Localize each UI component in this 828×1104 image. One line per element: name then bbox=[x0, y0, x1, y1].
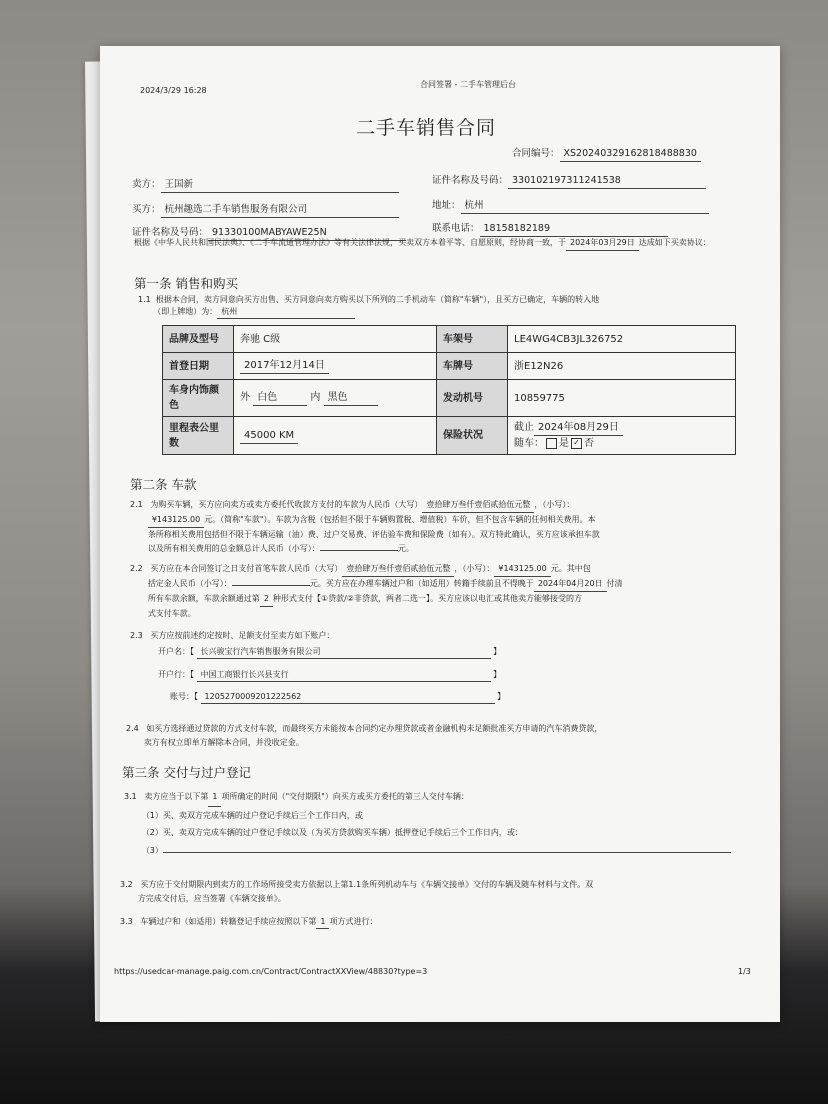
intro-text: 根据《中华人民共和国民法典》、《二手车流通管理办法》等有关法律法规，买卖双方本着平等、自愿原则，经协商一致，于 bbox=[134, 238, 566, 247]
mileage-label: 里程表公里数 bbox=[163, 417, 234, 455]
amount-cn: 壹拾肆万叁仟壹佰贰拾伍元整 bbox=[422, 498, 534, 513]
seller-id-label: 证件名称及号码： bbox=[432, 175, 509, 186]
engine-value: 10859775 bbox=[508, 380, 736, 417]
buyer-address-value: 杭州 bbox=[461, 199, 709, 214]
register-place: 杭州 bbox=[217, 306, 355, 319]
table-row bbox=[163, 326, 736, 353]
seller-id-value: 330102197311241538 bbox=[508, 174, 706, 189]
vehicle-info-table bbox=[162, 325, 736, 455]
clause-text: 车辆过户和（如适用）转籍登记手续应按照以下第 bbox=[140, 917, 317, 926]
seller-label: 卖方： bbox=[132, 179, 161, 190]
buyer-value: 杭州趣选二手车销售服务有限公司 bbox=[161, 203, 399, 218]
color-cell bbox=[234, 380, 437, 417]
clause-text: 付清 bbox=[606, 579, 623, 588]
insurance-cell bbox=[508, 417, 736, 455]
clause-text: 种形式支付【①贷款/②非贷款，两者二选一】。买方应该以电汇或其他卖方能够接受的方 bbox=[272, 594, 582, 603]
table-row bbox=[163, 417, 736, 455]
amount-num: ¥143125.00 bbox=[494, 562, 550, 577]
engine-label: 发动机号 bbox=[437, 380, 508, 417]
clause-text: 条所称相关费用包括但不限于车辆运输（油）费、过户交易费、评估验车费和保险费（如有）。双方特此确认，买方应该承担车款 bbox=[147, 530, 600, 539]
mileage-value: 45000 KM bbox=[240, 428, 298, 444]
int-prefix: 内 bbox=[310, 392, 321, 403]
account-name-label: 开户名： bbox=[158, 647, 190, 656]
clause-3-3 bbox=[120, 916, 750, 929]
bank-row: 开户行：【 中国工商银行长兴县支行 】 bbox=[158, 669, 501, 682]
site-title: 合同签署 - 二手车管理后台 bbox=[420, 80, 516, 89]
ins-prefix: 截止 bbox=[514, 422, 534, 433]
brand-value: 奔驰 C级 bbox=[234, 326, 437, 353]
with-car-label: 随车： bbox=[514, 438, 544, 449]
clause-3-2 bbox=[120, 878, 750, 906]
clause-1-1 bbox=[138, 294, 738, 319]
contract-title: 二手车销售合同 bbox=[356, 117, 497, 139]
vin-value: LE4WG4CB3JL326752 bbox=[508, 326, 736, 353]
checkbox-checked-icon: ✓ bbox=[571, 438, 582, 449]
clause-text: ，（小写）： bbox=[454, 564, 495, 573]
plate-value: 浙E12N26 bbox=[508, 353, 736, 380]
clause-text-2: （即上牌地）为： bbox=[153, 307, 218, 316]
ext-color: 白色 bbox=[253, 390, 307, 406]
clause-text: 项方式进行： bbox=[329, 917, 378, 926]
clause-num: 2.2 bbox=[130, 564, 143, 573]
clause-text: 方完成交付后，应当签署《车辆交接单》。 bbox=[137, 894, 286, 903]
payment-deadline: 2024年04月20日 bbox=[534, 577, 607, 592]
checkbox-unchecked-icon bbox=[546, 438, 557, 449]
clause-num: 1.1 bbox=[138, 295, 151, 304]
clause-num: 3.1 bbox=[124, 792, 137, 801]
account-name-row: 开户名：【 长兴骏宝行汽车销售服务有限公司 】 bbox=[158, 646, 501, 659]
clause-text: ，（小写）： bbox=[534, 500, 575, 509]
reg-date-value: 2017年12月14日 bbox=[240, 358, 329, 374]
clause-text: 买方应按前述约定按时、足额支付至卖方如下账户： bbox=[150, 631, 335, 640]
intro-suffix: 达成如下买卖协议： bbox=[638, 238, 711, 247]
payment-way: 2 bbox=[260, 592, 273, 607]
reg-date-label: 首登日期 bbox=[163, 353, 234, 380]
buyer-id-value: 91330100MABYAWE25N bbox=[208, 226, 406, 241]
option-no: 否 bbox=[584, 438, 594, 449]
article-1-heading: 第一条 销售和购买 bbox=[134, 276, 238, 291]
buyer-label: 买方： bbox=[132, 204, 161, 215]
clause-text: 卖方有权立即单方解除本合同，并没收定金。 bbox=[143, 738, 304, 747]
brand-label: 品牌及型号 bbox=[163, 326, 234, 353]
delivery-option: 1 bbox=[208, 788, 221, 807]
account-label: 账号： bbox=[170, 692, 194, 701]
bank-label: 开户行： bbox=[158, 670, 190, 679]
contract-page bbox=[100, 46, 780, 1022]
article-3-heading: 第三条 交付与过户登记 bbox=[122, 765, 251, 780]
clause-text: 如买方选择通过贷款的方式支付车款，而最终买方未能按本合同约定办理贷款或者金融机构未足额批准买方申请的汽车消费贷款， bbox=[146, 724, 603, 733]
account-name-value: 长兴骏宝行汽车销售服务有限公司 bbox=[197, 646, 491, 659]
option-1: （1）买、卖双方完成车辆的过户登记手续后三个工作日内，或 bbox=[141, 810, 363, 820]
contract-no-label: 合同编号： bbox=[512, 148, 560, 159]
clause-text: 所有车款余额，车款余额通过第 bbox=[147, 594, 260, 603]
plate-label: 车牌号 bbox=[437, 353, 508, 380]
buyer-id-label: 证件名称及号码： bbox=[132, 227, 209, 238]
clause-num: 3.2 bbox=[120, 880, 133, 889]
amount-num: ¥143125.00 bbox=[148, 513, 204, 528]
seller-row bbox=[132, 178, 399, 193]
clause-2-2 bbox=[130, 562, 748, 621]
ext-prefix: 外 bbox=[240, 392, 250, 403]
buyer-phone-row bbox=[432, 222, 668, 237]
account-row: 账号：【 1205270009201222562 】 bbox=[170, 691, 505, 704]
buyer-phone-label: 联系电话： bbox=[432, 223, 480, 234]
seller-id-row bbox=[432, 174, 706, 189]
seller-value: 王国新 bbox=[161, 178, 399, 193]
intro-paragraph bbox=[134, 237, 746, 251]
buyer-phone-value: 18158182189 bbox=[480, 222, 668, 237]
amount-cn: 壹拾肆万叁仟壹佰贰拾伍元整 bbox=[342, 562, 454, 577]
buyer-row bbox=[132, 203, 399, 218]
option-2: （2）买、卖双方完成车辆的过户登记手续以及（为买方贷款购买车辆）抵押登记手续后三个工作日内，或： bbox=[141, 828, 523, 838]
clause-text: 根据本合同，卖方同意向买方出售、买方同意向卖方购买以下所列的二手机动车（简称"车辆"），且买方已确定，车辆的转入地 bbox=[155, 295, 600, 304]
mileage-cell bbox=[234, 417, 437, 455]
clause-text: 卖方应当于以下第 bbox=[144, 792, 209, 801]
int-color: 黑色 bbox=[324, 390, 378, 406]
bank-value: 中国工商银行长兴县支行 bbox=[197, 669, 491, 682]
deposit-blank bbox=[232, 585, 310, 586]
clause-num: 2.1 bbox=[130, 500, 143, 509]
clause-text: 式支付车款。 bbox=[147, 609, 196, 618]
clause-text: 元。 bbox=[397, 544, 414, 553]
print-datetime: 2024/3/29 16:28 bbox=[140, 86, 207, 95]
intro-date: 2024年03月29日 bbox=[566, 237, 639, 251]
clause-2-1 bbox=[130, 498, 748, 556]
option-yes: 是 bbox=[559, 438, 569, 449]
contract-no-value: XS20240329162818488830 bbox=[560, 147, 701, 162]
vin-label: 车架号 bbox=[437, 326, 508, 353]
account-value: 1205270009201222562 bbox=[201, 691, 495, 704]
clause-text: 以及所有相关费用的总金额总计人民币（小写）： bbox=[147, 544, 320, 553]
clause-text: 元。其中包 bbox=[550, 564, 591, 573]
footer-url: https://usedcar-manage.paig.com.cn/Contract/ContractXXView/48830?type=3 bbox=[114, 967, 428, 976]
clause-text: 为购买车辆，买方应向卖方或卖方委托代收款方支付的车款为人民币（大写） bbox=[150, 500, 423, 509]
clause-num: 2.3 bbox=[130, 631, 143, 640]
table-row bbox=[163, 353, 736, 380]
buyer-address-row bbox=[432, 199, 709, 214]
clause-text: 元。买方应在办理车辆过户和（如适用）转籍手续前且不得晚于 bbox=[309, 579, 534, 588]
total-blank bbox=[320, 550, 398, 551]
option-3: （3） bbox=[141, 845, 163, 855]
insurance-date: 2024年08月29日 bbox=[534, 420, 623, 436]
transfer-option: 1 bbox=[316, 916, 329, 929]
insurance-label: 保险状况 bbox=[437, 417, 508, 455]
table-row bbox=[163, 380, 736, 417]
clause-num: 3.3 bbox=[120, 917, 133, 926]
clause-num: 2.4 bbox=[126, 724, 139, 733]
clause-text: 括定金人民币（小写）： bbox=[147, 579, 232, 588]
contract-no bbox=[512, 147, 701, 162]
page-number: 1/3 bbox=[738, 967, 751, 976]
clause-text: 项所确定的时间（"交付期限"）向买方或买方委托的第三人交付车辆： bbox=[221, 792, 469, 801]
clause-2-4 bbox=[126, 722, 752, 750]
reg-date-cell bbox=[234, 353, 437, 380]
option-3-blank bbox=[163, 852, 731, 853]
buyer-address-label: 地址： bbox=[432, 200, 461, 211]
clause-text: 买方应于交付期限内到卖方的工作场所接受卖方依据以上第1.1条所列机动车与《车辆交接单》交付的车辆及随车材料与文件。双 bbox=[140, 880, 594, 889]
clause-2-3 bbox=[130, 630, 748, 642]
clause-text: 元。（简称"车款"）。车款为含税（包括但不限于车辆购置税、增值税）车价，但不包含车辆的任何相关费用。本 bbox=[204, 515, 596, 524]
color-label: 车身内饰颜色 bbox=[163, 380, 234, 417]
clause-text: 买方应在本合同签订之日支付首笔车款人民币（大写） bbox=[150, 564, 343, 573]
article-2-heading: 第二条 车款 bbox=[130, 477, 197, 492]
clause-3-1 bbox=[124, 788, 750, 859]
